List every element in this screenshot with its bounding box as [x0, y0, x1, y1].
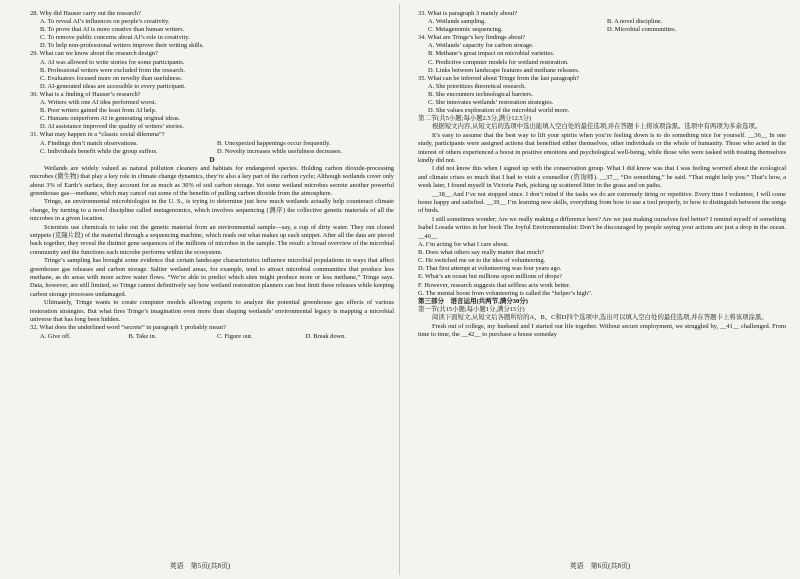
right-option-3: C. Predictive computer models for wetland restoration.	[428, 58, 569, 66]
left-option-14: D. AI assistance improved the quality of writers’ stories.	[40, 123, 184, 131]
right-option-2: B. Methane’s great impact on microbial varieties.	[428, 50, 555, 58]
q31-options-row-2	[30, 148, 394, 156]
right-option-9: D. She values exploration of the microbial world more.	[428, 107, 570, 115]
q31-option-c: C. Individuals benefit while the group suffers.	[40, 147, 158, 155]
left-question-0: 28. Why did Hauser carry out the research?	[30, 10, 141, 17]
right-option-4: D. Links between landscape features and methane releases.	[428, 66, 580, 74]
right-option-1: A. Wetlands’ capacity for carbon storage.	[428, 42, 534, 50]
q31-options-row-1	[30, 140, 394, 148]
cloze-option-4: E. What’s an ocean but millions upon millions of drops?	[418, 273, 563, 281]
left-option-7: B. Professional writers were excluded from the research.	[40, 66, 185, 74]
questions-28-31	[30, 10, 394, 140]
right-question-0: 34. What are Tringe’s key findings about?	[418, 34, 526, 42]
passage-d-title: D	[209, 155, 215, 164]
question-32: 32. What does the underlined word “secrete” in paragraph 1 probably mean?	[30, 324, 226, 332]
cloze-option-2: C. He switched me on to the idea of volunteering.	[418, 257, 546, 265]
left-option-12: B. Poor writers gained the least from AI help.	[40, 107, 157, 115]
q33-option-b: B. A novel discipline.	[607, 18, 663, 26]
right-option-8: C. She innovates wetlands’ restoration strategies.	[428, 99, 554, 107]
left-page-footer: 英语 第5页(共8页)	[169, 562, 231, 570]
left-question-15: 31. What may happen in a “classic social dilemma”?	[30, 131, 165, 139]
part-3-paragraph: Fresh out of college, my husband and I started our life together. Without secure employment, we struggled by, __41__ challenged. From time to time, the __42__ to purchase a house someday	[418, 322, 786, 339]
left-option-1: A. To reveal AI’s influences on people’s creativity.	[40, 18, 170, 26]
q33-options-row-2	[418, 26, 786, 34]
part-3-instructions: 阅读下面短文,从短文后各题所给的A、B、C和D四个选项中,选出可以填入空白处的最佳选项,并在答题卡上将该项涂黑。	[432, 314, 768, 322]
section-2-instructions: 根据短文内容,从短文后的选项中选出能填入空白处的最佳选项,并在答题卡上将该项涂黑。选项中有两项为多余选项。	[432, 123, 762, 131]
q33-option-d: D. Microbial communities.	[607, 26, 677, 34]
question-33: 33. What is paragraph 3 mainly about?	[418, 10, 518, 17]
right-page-footer: 英语 第6页(共8页)	[569, 562, 631, 570]
left-question-10: 30. What is a finding of Hauser’s research?	[30, 90, 141, 98]
cloze-paragraph-1: It’s easy to assume that the best way to lift your spirits when you’re feeling down is to do something nice for yourself. __36__ In one study, participants were assigned actions that benefited either themselves, other individuals or the whole of humanity. Those who acted in the interest of others experienced a boost in positive emotions and psychological well-being, while those who were tasked with treating themselves kindly did not.	[418, 131, 786, 165]
q32-options	[30, 333, 394, 341]
left-option-6: A. AI was allowed to write stories for some participants.	[40, 58, 185, 66]
q32-option-d: D. Break down.	[305, 332, 346, 340]
q31-option-b: B. Unexpected happenings occur frequently.	[217, 139, 331, 147]
passage-d-paragraph-2: Tringe, an environmental microbiologist in the U. S., is trying to determine just how much wetlands actually help counteract climate change, by turning to a novel discipline called metagenomics, which involves sequencing (测序) the collective genetic materials of all the microbes in a given location.	[30, 198, 394, 223]
section-2-title: 第二节(共5小题;每小题2.5分,满分12.5分)	[418, 115, 532, 123]
cloze-options-list	[418, 241, 786, 298]
left-option-2: B. To prove that AI is more creative than human writers.	[40, 26, 185, 34]
left-option-3: C. To remove public concerns about AI’s role in creativity.	[40, 34, 190, 42]
q31-option-a: A. Findings don’t match observations.	[40, 139, 138, 147]
cloze-option-6: G. The mental boost from volunteering is called the “helper’s high”.	[418, 289, 593, 297]
q32-option-c: C. Figure out.	[217, 332, 253, 340]
passage-d-paragraph-4: Tringe’s sampling has brought some evidence that certain landscape characteristics influence microbial populations in ways that affect greenhouse gas releases and carbon storage. Saltier wetland areas, for example, tend to attract microbial communities that produce less methane, as do areas with more active water flows. “We’re able to predict which sites might produce more or less methane,” Tringe says. Data, however, are still limited, so Tringe cannot definitively say how wetland restoration planners can best limit these releases while keeping carbon storage processes undamaged.	[30, 257, 394, 298]
q32-option-b: B. Take in.	[128, 332, 157, 340]
passage-d-paragraph-1: Wetlands are widely valued as natural pollution cleaners and habitats for endangered species. Holding carbon dioxide-processing microbes (微生物) that play a key role in climate change dynamics, they’re also a key part of the carbon cycle; Although wetlands cover only about 3% of Earth’s surface, they account for as much as 30% of soil carbon storage. Yet some wetland microbes secrete another powerful greenhouse gas—methane, which may cancel out some of the benefits of pulling carbon dioxide from the atmosphere.	[30, 164, 394, 197]
left-option-4: D. To help non-professional writers improve their writing skills.	[40, 42, 204, 50]
left-option-13: C. Humans outperform AI in generating original ideas.	[40, 115, 181, 123]
left-option-9: D. AI-generated ideas are accessible to every participant.	[40, 82, 186, 90]
cloze-paragraph-2: I did not know this when I signed up with the conservation group. What I did know was that I was feeling worried about the ecological and climate crises so much that I had to visit a counsellor (咨询师). __37__ “Do something,” he said. “That might help you.” That’s how, a week later, I found myself in Victoria Park, picking up scattered litter in the grass and on paths.	[418, 165, 786, 190]
cloze-option-5: F. However, research suggests that selfless acts work better.	[418, 281, 571, 289]
q33-options-row-1	[418, 18, 786, 26]
cloze-paragraph-3: __38__ And I’ve not stopped since. I don’t mind if the tasks we do are extremely tiring or repetitive. Every time I volunteer, I will come home happy and satisfied. __39__ I’m learning new skills, everything from how to use a tool properly, to how to distinguish between the songs of birds.	[418, 190, 786, 215]
passage-d-paragraph-3: Scientists use chemicals to take out the genetic material from an environmental sample—say, a cup of dirty water. They run cloned snippets (克隆片段) of the material through a sequencing machine, which reads out what makes up each snippet. After all the data are pieced back together, they reveal the distinct gene sequences of the millions of microbes in the sample. The result: a broad overview of the microbial community and the functions each microbe performs within the ecosystem.	[30, 223, 394, 256]
left-question-5: 29. What can we know about the research design?	[30, 50, 158, 58]
part-3-subtitle: 第一节(共15小题;每小题1分,满分15分)	[418, 306, 525, 314]
cloze-option-3: D. That first attempt at volunteering was four years ago.	[418, 265, 562, 273]
passage-d-paragraph-5: Ultimately, Tringe wants to create computer models allowing experts to analyze the potential greenhouse gas effects of various restoration strategies. But what fires Tringe’s imagination even more than shaping wetlands’ environmental legacy is mapping a microbial universe that has long been hidden.	[30, 299, 394, 323]
part-3-title: 第三部分 语言运用(共两节,满分30分)	[418, 297, 528, 305]
questions-34-35	[418, 34, 786, 115]
cloze-option-0: A. I’m acting for what I care about.	[418, 241, 509, 249]
q31-option-d: D. Novelty increases while usefulness decreases.	[217, 147, 343, 155]
cloze-option-1: B. Does what others say really matter that much?	[418, 249, 544, 257]
right-option-7: B. She encounters technological barriers.	[428, 90, 534, 98]
right-option-6: A. She prioritizes theoretical research.	[428, 82, 526, 90]
q33-option-a: A. Wetlands sampling.	[428, 18, 486, 26]
left-option-11: A. Writers with one AI idea performed worst.	[40, 99, 157, 107]
right-question-5: 35. What can be inferred about Tringe from the last paragraph?	[418, 74, 580, 82]
right-page	[400, 0, 800, 579]
cloze-paragraph-4: I still sometimes wonder; Are we really making a difference here? Are we just making ourselves feel better? I remind myself of something Isabel Losada writes in her book The Joyful Environmentalist: Don’t be discouraged by people saying your actions are just a drop in the ocean. __40__	[418, 215, 786, 240]
left-option-8: C. Evaluators focused more on novelty than usefulness.	[40, 74, 183, 82]
q33-option-c: C. Metagenomic sequencing.	[428, 26, 503, 34]
q32-option-a: A. Give off.	[40, 332, 71, 340]
